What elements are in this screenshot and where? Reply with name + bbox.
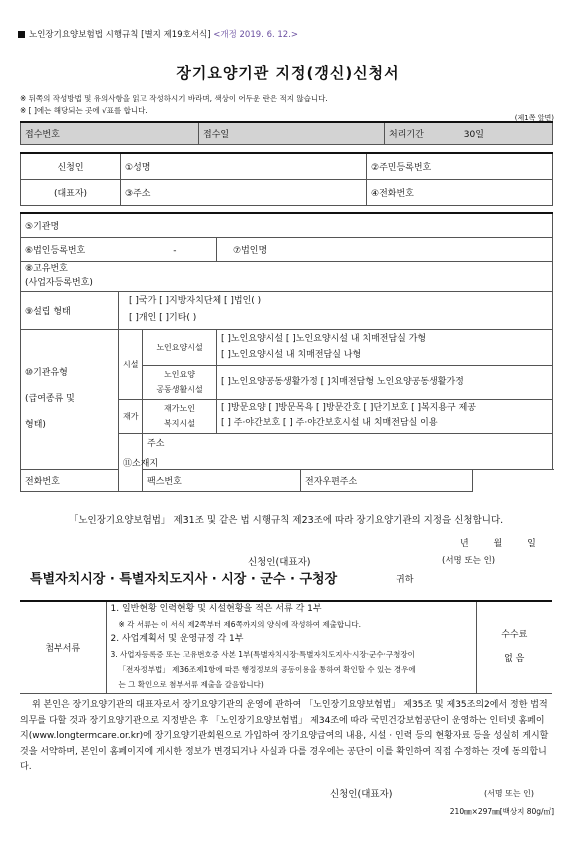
form-header	[18, 28, 298, 40]
institution-type-label: ⑩기관유형 (급여종류 및 형태)	[21, 329, 119, 469]
honorific: 귀하	[396, 575, 414, 585]
document-item: 3. 사업자등록증 또는 고유번호증 사본 1부(특별자치시장·특별자치도지사·시장·군수·구청장이	[110, 650, 415, 660]
unique-no-field[interactable]: ⑧고유번호 (사업자등록번호)	[21, 261, 553, 291]
document-item: 「전자정부법」 제36조제1항에 따른 행정정보의 공동이용을 통하여 확인할 수 있는 경우에	[118, 665, 416, 675]
processing-period: 처리기간 30일	[385, 122, 553, 144]
documents-table	[20, 600, 552, 694]
institution-table	[20, 212, 553, 492]
nursing-home-label: 노인요양시설	[143, 329, 217, 365]
page-number: (제1쪽 앞면)	[514, 114, 554, 122]
date-fields[interactable]: 년 월 일	[460, 539, 536, 549]
signature-field[interactable]: (서명 또는 인)	[442, 556, 496, 566]
location-phone-field[interactable]: 전화번호	[21, 469, 143, 491]
signer-label-2: 신청인(대표자)	[330, 789, 393, 800]
corp-reg-no-field[interactable]: ⑥법인등록번호 -	[21, 237, 217, 261]
applicant-table	[20, 152, 553, 206]
instruction-note-2: ※ [ ]에는 해당되는 곳에 √표를 합니다.	[20, 106, 148, 115]
law-reference: 노인장기요양보험법 시행규칙 [별지 제19호서식]	[29, 30, 211, 40]
applicant-rrn-field[interactable]: ②주민등록번호	[367, 153, 553, 179]
applicant-label: 신청인	[21, 153, 121, 179]
location-email-field[interactable]: 전자우편주소	[301, 469, 473, 491]
page-title: 장기요양기관 지정(갱신)신청서	[176, 64, 400, 82]
consent-text: 위 본인은 장기요양기관의 대표자로서 장기요양기관의 운영에 관하여 「노인장기요양보험법」 제35조 및 제35조의2에서 정한 법적 의무를 다할 것과 장기요양기관으로 지정받은 후 「노인장기요양보험법」 제34조에 따라 국민건강보험공단이 운영하는 인터넷 홈페이지(www.longtermcare.or.kr)에 장기요양기관회원으로 가입하여 장기요양급여의 내용, 시설 · 인력 등의 현황자료 등을 성실히 게시할 것을 서약하며, 본인이 홈페이지에 게시한 정보가 변경되거나 사실과 다를 경우에는 공단이 이를 확인하여 직접 수정하는 것에 동의합니다.	[20, 700, 549, 772]
document-item: 는 그 확인으로 첨부서류 제출을 갈음합니다)	[118, 680, 264, 690]
home-care-facility-label: 재가노인 복지시설	[143, 399, 217, 433]
applicant-sub-label: (대표자)	[21, 179, 121, 205]
receipt-number-field: 접수번호	[21, 122, 199, 144]
documents-list	[106, 601, 476, 693]
receipt-table	[20, 121, 553, 145]
corp-name-field[interactable]: ⑦법인명	[217, 237, 553, 261]
document-item: ※ 각 서류는 이 서식 제2쪽부터 제6쪽까지의 양식에 작성하여 제출합니다.	[118, 620, 362, 630]
instruction-note-1: ※ 뒤쪽의 작성방법 및 유의사항을 읽고 작성하시기 바라며, 색상이 어두운 란은 적지 않습니다.	[20, 94, 328, 103]
declaration-text: 「노인장기요양보험법」 제31조 및 같은 법 시행규칙 제23조에 따라 장기요양기관의 지정을 신청합니다.	[68, 515, 504, 526]
signature-field-2[interactable]: (서명 또는 인)	[484, 789, 534, 798]
location-fax-field[interactable]: 팩스번호	[143, 469, 301, 491]
square-bullet-icon	[18, 31, 25, 38]
applicant-name-field[interactable]: ①성명	[121, 153, 367, 179]
revision-date: <개정 2019. 6. 12.>	[213, 30, 299, 40]
paper-spec: 210㎜×297㎜[백상지 80g/㎡]	[449, 807, 554, 816]
document-item: 1. 일반현황 인력현황 및 시설현황을 적은 서류 각 1부	[110, 604, 322, 615]
location-address-field[interactable]: 주소	[143, 433, 553, 469]
home-care-label: 재가	[119, 399, 143, 433]
applicant-phone-field[interactable]: ④전화번호	[367, 179, 553, 205]
founding-type-label: ⑨설립 형태	[21, 291, 119, 329]
nursing-home-options[interactable]: [ ]노인요양시설 [ ]노인요양시설 내 치매전담실 가형 [ ]노인요양시설 내 치매전담실 나형	[217, 329, 553, 365]
applicant-address-field[interactable]: ③주소	[121, 179, 367, 205]
recipient: 특별자치시장 · 특별자치도지사 · 시장 · 군수 · 구청장	[30, 572, 338, 587]
home-care-options[interactable]: [ ]방문요양 [ ]방문목욕 [ ]방문간호 [ ]단기보호 [ ]복지용구 제공 [ ] 주·야간보호 [ ] 주·야간보호시설 내 치매전담실 이용	[217, 399, 553, 433]
facility-label: 시설	[119, 329, 143, 399]
group-home-label: 노인요양 공동생활시설	[143, 365, 217, 399]
signer-label: 신청인(대표자)	[248, 557, 311, 568]
location-label: ⑪소재지	[119, 433, 143, 491]
document-item: 2. 사업계획서 및 운영규정 각 1부	[110, 634, 244, 645]
receipt-date-field: 접수일	[199, 122, 385, 144]
group-home-options[interactable]: [ ]노인요양공동생활가정 [ ]치매전담형 노인요양공동생활가정	[217, 365, 553, 399]
documents-label: 첨부서류	[20, 601, 106, 693]
founding-type-options[interactable]: [ ]국가 [ ]지방자치단체 [ ]법인( ) [ ]개인 [ ]기타( )	[119, 291, 553, 329]
fee-cell: 수수료 없 음	[476, 601, 552, 693]
institution-name-field[interactable]: ⑤기관명	[21, 213, 553, 237]
